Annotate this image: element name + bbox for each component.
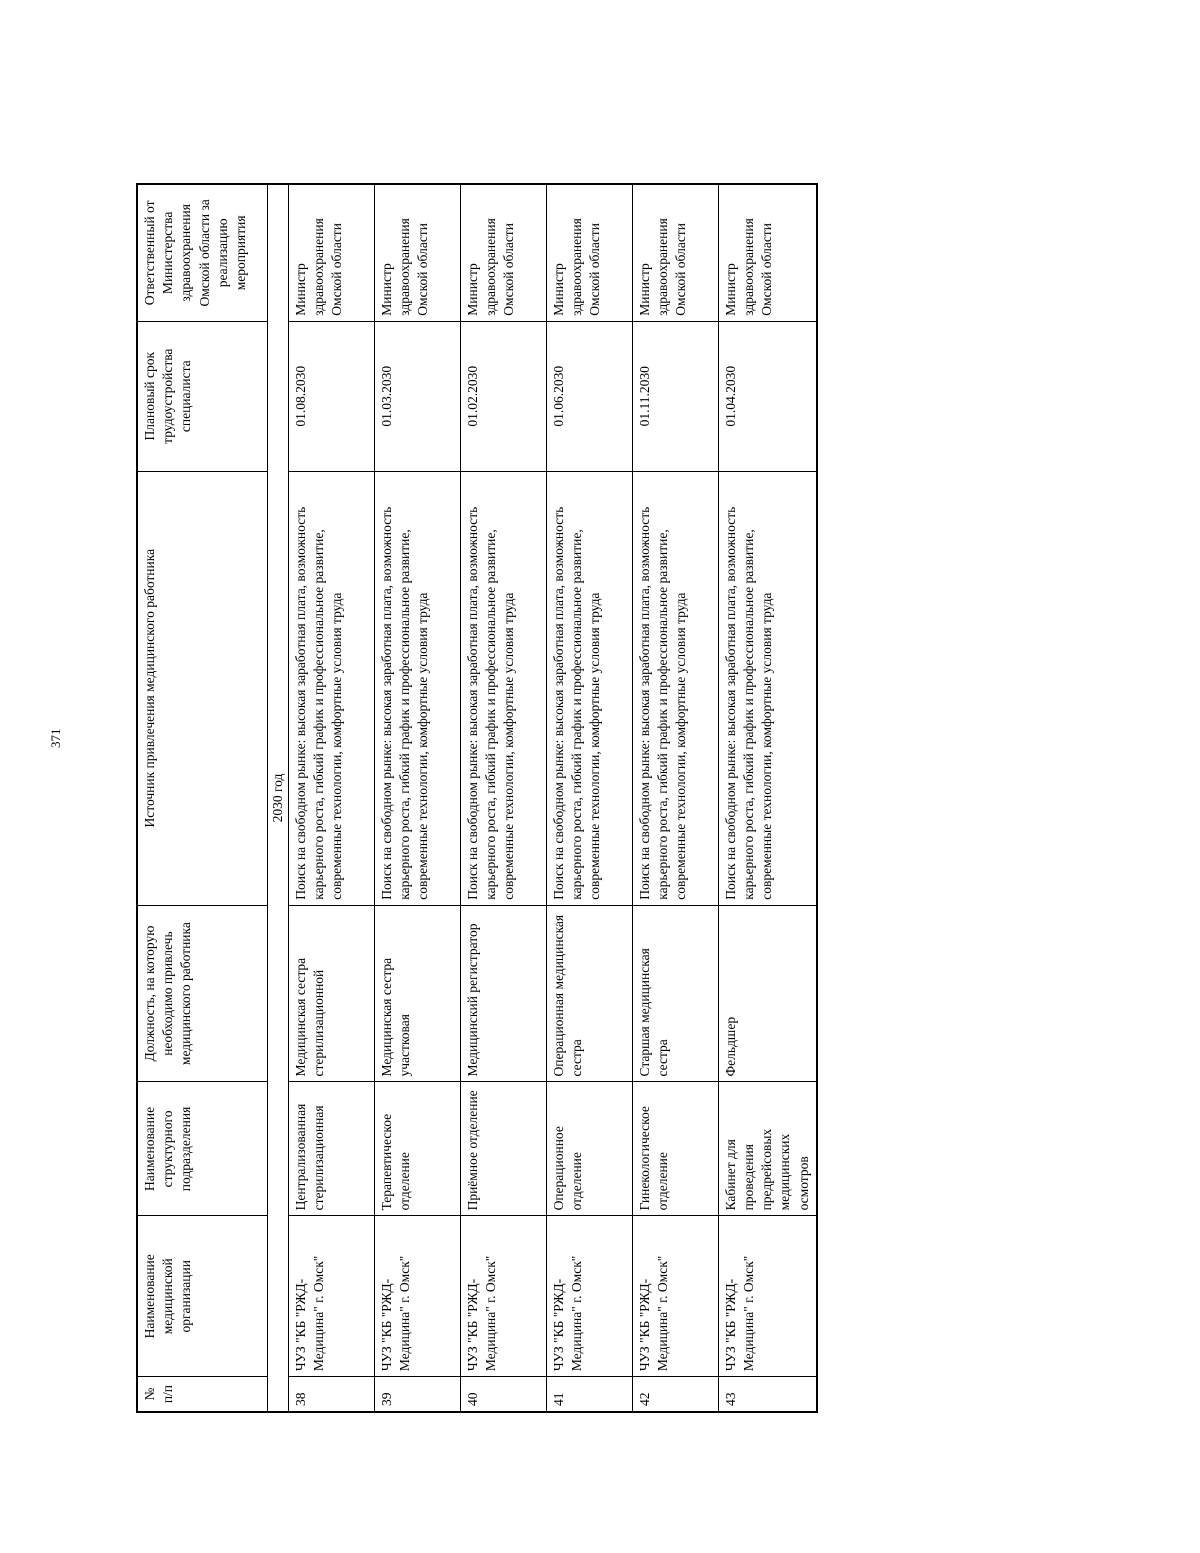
table-row (288, 184, 374, 1412)
row-date: 01.03.2030 (374, 321, 460, 471)
table-row (546, 184, 632, 1412)
row-org: ЧУЗ "КБ "РЖД-Медицина" г. Омск" (718, 1216, 817, 1377)
row-date: 01.04.2030 (718, 321, 817, 471)
row-org: ЧУЗ "КБ "РЖД-Медицина" г. Омск" (460, 1216, 546, 1377)
table-row (460, 184, 546, 1412)
row-src: Поиск на свободном рынке: высокая заработная плата, возможность карьерного роста, гибкий график и профессиональное развитие, современные технологии, комфортные условия труда (460, 471, 546, 905)
row-resp: Министр здравоохранения Омской области (460, 184, 546, 321)
row-dep: Операционное отделение (546, 1082, 632, 1216)
row-org: ЧУЗ "КБ "РЖД-Медицина" г. Омск" (546, 1216, 632, 1377)
header-date: Плановый срок трудоустройства специалиста (137, 321, 267, 471)
row-num: 38 (288, 1377, 374, 1412)
table-row (718, 184, 817, 1412)
header-resp: Ответственный от Министерства здравоохранения Омской области за реализацию мероприятия (137, 184, 267, 321)
row-src: Поиск на свободном рынке: высокая заработная плата, возможность карьерного роста, гибкий график и профессиональное развитие, современные технологии, комфортные условия труда (374, 471, 460, 905)
year-label: 2030 год (267, 184, 288, 1412)
staffing-table-container (136, 183, 836, 1413)
row-num: 40 (460, 1377, 546, 1412)
row-resp: Министр здравоохранения Омской области (632, 184, 718, 321)
row-src: Поиск на свободном рынке: высокая заработная плата, возможность карьерного роста, гибкий график и профессиональное развитие, современные технологии, комфортные условия труда (288, 471, 374, 905)
table-row (374, 184, 460, 1412)
row-date: 01.02.2030 (460, 321, 546, 471)
row-src: Поиск на свободном рынке: высокая заработная плата, возможность карьерного роста, гибкий график и профессиональное развитие, современные технологии, комфортные условия труда (632, 471, 718, 905)
row-org: ЧУЗ "КБ "РЖД-Медицина" г. Омск" (374, 1216, 460, 1377)
row-num: 39 (374, 1377, 460, 1412)
header-pos: Должность, на которую необходимо привлечь медицинского работника (137, 905, 267, 1082)
row-num: 43 (718, 1377, 817, 1412)
row-src: Поиск на свободном рынке: высокая заработная плата, возможность карьерного роста, гибкий график и профессиональное развитие, современные технологии, комфортные условия труда (546, 471, 632, 905)
header-dep: Наименование структурного подразделения (137, 1082, 267, 1216)
row-num: 41 (546, 1377, 632, 1412)
row-resp: Министр здравоохранения Омской области (718, 184, 817, 321)
row-pos: Медицинская сестра стерилизационной (288, 905, 374, 1082)
row-dep: Приёмное отделение (460, 1082, 546, 1216)
year-row (267, 184, 288, 1412)
row-num: 42 (632, 1377, 718, 1412)
row-pos: Медицинский регистратор (460, 905, 546, 1082)
header-num: № п/п (137, 1377, 267, 1412)
row-date: 01.08.2030 (288, 321, 374, 471)
row-pos: Старшая медицинская сестра (632, 905, 718, 1082)
row-pos: Фельдшер (718, 905, 817, 1082)
table-header-row (137, 184, 267, 1412)
row-org: ЧУЗ "КБ "РЖД-Медицина" г. Омск" (288, 1216, 374, 1377)
header-org: Наименование медицинской организации (137, 1216, 267, 1377)
row-resp: Министр здравоохранения Омской области (374, 184, 460, 321)
row-resp: Министр здравоохранения Омской области (546, 184, 632, 321)
table-row (632, 184, 718, 1412)
page-number: 371 (48, 728, 63, 748)
row-dep: Централизованная стерилизационная (288, 1082, 374, 1216)
row-pos: Медицинская сестра участковая (374, 905, 460, 1082)
row-org: ЧУЗ "КБ "РЖД-Медицина" г. Омск" (632, 1216, 718, 1377)
row-resp: Министр здравоохранения Омской области (288, 184, 374, 321)
row-dep: Терапевтическое отделение (374, 1082, 460, 1216)
row-dep: Гинекологическое отделение (632, 1082, 718, 1216)
row-pos: Операционная медицинская сестра (546, 905, 632, 1082)
header-src: Источник привлечения медицинского работника (137, 471, 267, 905)
row-src: Поиск на свободном рынке: высокая заработная плата, возможность карьерного роста, гибкий график и профессиональное развитие, современные технологии, комфортные условия труда (718, 471, 817, 905)
row-date: 01.11.2030 (632, 321, 718, 471)
staffing-table (136, 183, 818, 1413)
row-date: 01.06.2030 (546, 321, 632, 471)
row-dep: Кабинет для проведения предрейсовых медицинских осмотров (718, 1082, 817, 1216)
